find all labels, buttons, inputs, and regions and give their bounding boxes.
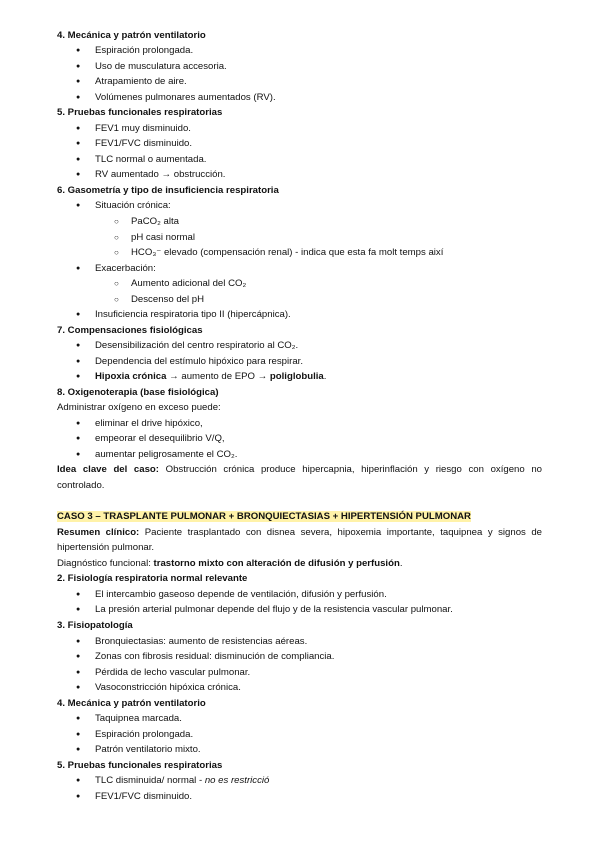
list-item: ● empeorar el desequilibrio V/Q, [95,433,225,445]
paragraph: Administrar oxígeno en exceso puede: [57,402,221,413]
bold-term: poliglobulia [269,371,324,382]
list-item [95,775,269,787]
list-item: ● Dependencia del estímulo hipóxico para respirar. [95,356,303,368]
tlc-note: no es restricció [204,775,270,786]
sub-list-item: ○ pH casi normal [131,232,195,244]
list-item: ● FEV1 muy disminuido. [95,123,191,135]
list-item: ● Taquipnea marcada. [95,713,182,725]
list-item: ● La presión arterial pulmonar depende del flujo y de la resistencia vascular pulmonar. [95,604,453,616]
list-item: ● El intercambio gaseoso depende de ventilación, difusión y perfusión. [95,589,387,601]
bold-term: Hipoxia crónica [95,371,167,382]
dx-label: Diagnóstico funcional: [57,558,154,569]
section-heading: 5. Pruebas funcionales respiratorias [57,760,223,771]
list-item: ● Patrón ventilatorio mixto. [95,744,201,756]
clinical-summary [57,527,542,539]
sub-list-item: ○ Descenso del pH [131,294,204,306]
section-heading: 3. Fisiopatología [57,620,133,631]
list-item: ● Bronquiectasias: aumento de resistencias aéreas. [95,636,307,648]
list-item: ● Pérdida de lecho vascular pulmonar. [95,667,250,679]
section-heading: 5. Pruebas funcionales respiratorias [57,107,223,118]
key-idea [57,464,542,476]
list-item: ● eliminar el drive hipóxico, [95,418,203,430]
dx-end: . [399,558,403,569]
text-span: . [323,371,327,382]
list-item: ● RV aumentado → obstrucción. [95,169,225,181]
summary-label: Resumen clínico: [57,527,140,538]
section-heading: 6. Gasometría y tipo de insuficiencia respiratoria [57,185,279,196]
key-idea-label: Idea clave del caso: [57,464,159,475]
section-heading: 8. Oxigenoterapia (base fisiológica) [57,387,219,398]
list-item: ● Uso de musculatura accesoria. [95,61,227,73]
tlc-text: TLC disminuida/ normal - [95,775,205,786]
section-heading: 4. Mecánica y patrón ventilatorio [57,698,206,709]
summary-cont: hipertensión pulmonar. [57,542,155,553]
list-item: ● Volúmenes pulmonares aumentados (RV). [95,92,276,104]
list-item: ● Espiración prolongada. [95,45,193,57]
list-item: ● TLC normal o aumentada. [95,154,206,166]
sub-list-item: ○ HCO₃⁻ elevado (compensación renal) - indica que esta fa molt temps així [131,247,443,259]
summary-text: Paciente trasplantado con disnea severa, hipoxemia importante, taquipnea y signos de [139,527,542,538]
list-item: ● Espiración prolongada. [95,729,193,741]
list-item: ● Situación crónica: [95,200,171,212]
case-title [57,511,471,523]
list-item: ● FEV1/FVC disminuido. [95,791,192,803]
list-item: ● Zonas con fibrosis residual: disminución de compliancia. [95,651,334,663]
list-item: ● Desensibilización del centro respiratorio al CO₂. [95,340,298,352]
list-item: ● Insuficiencia respiratoria tipo II (hipercápnica). [95,309,291,321]
list-item: ● Vasoconstricción hipóxica crónica. [95,682,241,694]
sub-list-item: ○ Aumento adicional del CO₂ [131,278,246,290]
sub-list-item: ○ PaCO₂ alta [131,216,179,228]
case-title-highlight: CASO 3 – TRASPLANTE PULMONAR + BRONQUIECTASIAS + HIPERTENSIÓN PULMONAR [57,511,471,522]
list-item: ● FEV1/FVC disminuido. [95,138,192,150]
list-item: ● aumentar peligrosamente el CO₂. [95,449,237,461]
section-heading: 4. Mecánica y patrón ventilatorio [57,30,206,41]
section-heading: 2. Fisiología respiratoria normal relevante [57,573,248,584]
key-idea-cont: controlado. [57,480,105,491]
section-heading: 7. Compensaciones fisiológicas [57,325,203,336]
list-item [95,371,326,383]
list-item: ● Exacerbación: [95,263,156,275]
functional-diagnosis [57,558,402,570]
list-item: ● Atrapamiento de aire. [95,76,187,88]
dx-value: trastorno mixto con alteración de difusión y perfusión [153,558,400,569]
text-span: → aumento de EPO → [166,371,270,382]
key-idea-text: Obstrucción crónica produce hipercapnia, hiperinflación y riesgo con oxígeno no [159,464,543,475]
